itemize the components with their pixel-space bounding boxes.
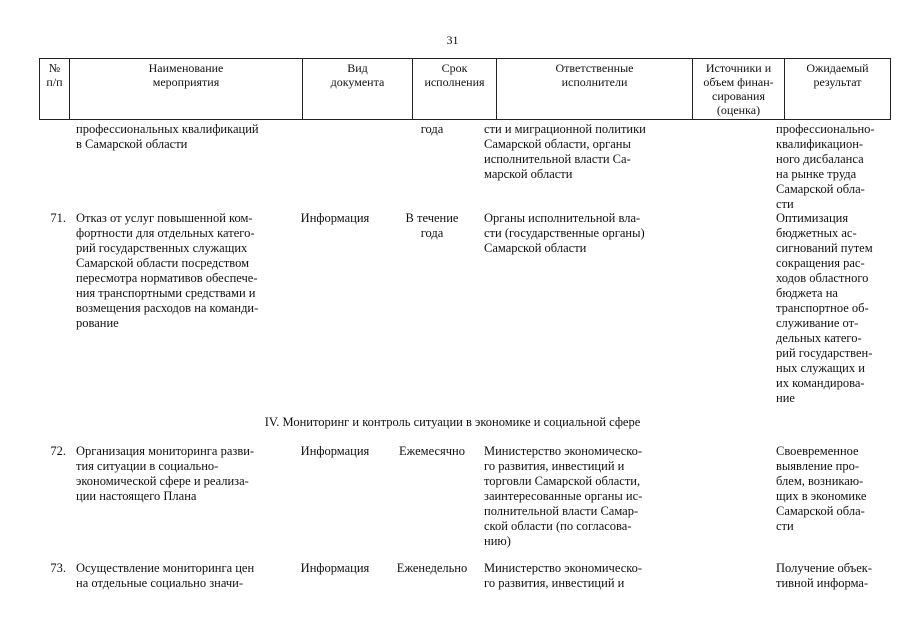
row-72-resp: Министерство экономическо- го развития, инвестиций и торговли Самарской области, заинтересованные органы ис- полнительной власти Самар- ской области (по согласова- нию) xyxy=(484,444,643,548)
section-title: IV. Мониторинг и контроль ситуации в экономике и социальной сфере xyxy=(264,415,641,429)
row-73-resp: Министерство экономическо- го развития, инвестиций и xyxy=(484,561,643,590)
row-cont-resp: сти и миграционной политики Самарской области, органы исполнительной власти Са- марской области xyxy=(484,122,646,181)
row-73-term: Еженедельно xyxy=(396,561,468,575)
row-cont-name: профессиональных квалификаций в Самарской области xyxy=(76,122,259,151)
row-71-num: 71. xyxy=(50,211,66,225)
row-71-name: Отказ от услуг повышенной ком- фортности для отдельных катего- рий государственных служащих Самарской области посредством пересмотра нормативов обеспече- ния транспортными средствами и возмещения расходов на команди- рование xyxy=(76,211,259,330)
row-71-result: Оптимизация бюджетных ас- сигнований путем сокращения рас- ходов областного бюджета на транспортное об- служивание от- дельных катего- рий государствен- ных служащих и их командирова- ние xyxy=(776,211,873,405)
header-resp: Ответственные исполнители xyxy=(497,59,693,120)
header-fin: Источники и объем финан- сирования (оценка) xyxy=(693,59,785,120)
row-71-resp: Органы исполнительной вла- сти (государственные органы) Самарской области xyxy=(484,211,645,255)
header-result: Ожидаемый результат xyxy=(785,59,891,120)
header-name: Наименование мероприятия xyxy=(70,59,303,120)
row-cont-term: года xyxy=(420,122,444,136)
header-num: № п/п xyxy=(40,59,70,120)
row-73-result: Получение объек- тивной информа- xyxy=(776,561,873,590)
header-doc: Вид документа xyxy=(303,59,413,120)
row-cont-result: профессионально- квалификацион- ного дисбаланса на рынке труда Самарской обла- сти xyxy=(776,122,875,211)
row-72-result: Своевременное выявление про- блем, возникаю- щих в экономике Самарской обла- сти xyxy=(776,444,867,533)
header-term: Срок исполнения xyxy=(413,59,497,120)
row-71-term: В течение года xyxy=(405,211,459,240)
row-71-doc: Информация xyxy=(300,211,370,225)
table-header xyxy=(39,58,891,120)
row-73-doc: Информация xyxy=(300,561,370,575)
row-73-name: Осуществление мониторинга цен на отдельные социально значи- xyxy=(76,561,255,590)
row-72-num: 72. xyxy=(50,444,66,458)
row-72-name: Организация мониторинга разви- тия ситуации в социально- экономической сфере и реализа- ции настоящего Плана xyxy=(76,444,255,503)
row-72-doc: Информация xyxy=(300,444,370,458)
row-73-num: 73. xyxy=(50,561,66,575)
row-72-term: Ежемесячно xyxy=(399,444,465,458)
page-number: 31 xyxy=(446,33,459,47)
